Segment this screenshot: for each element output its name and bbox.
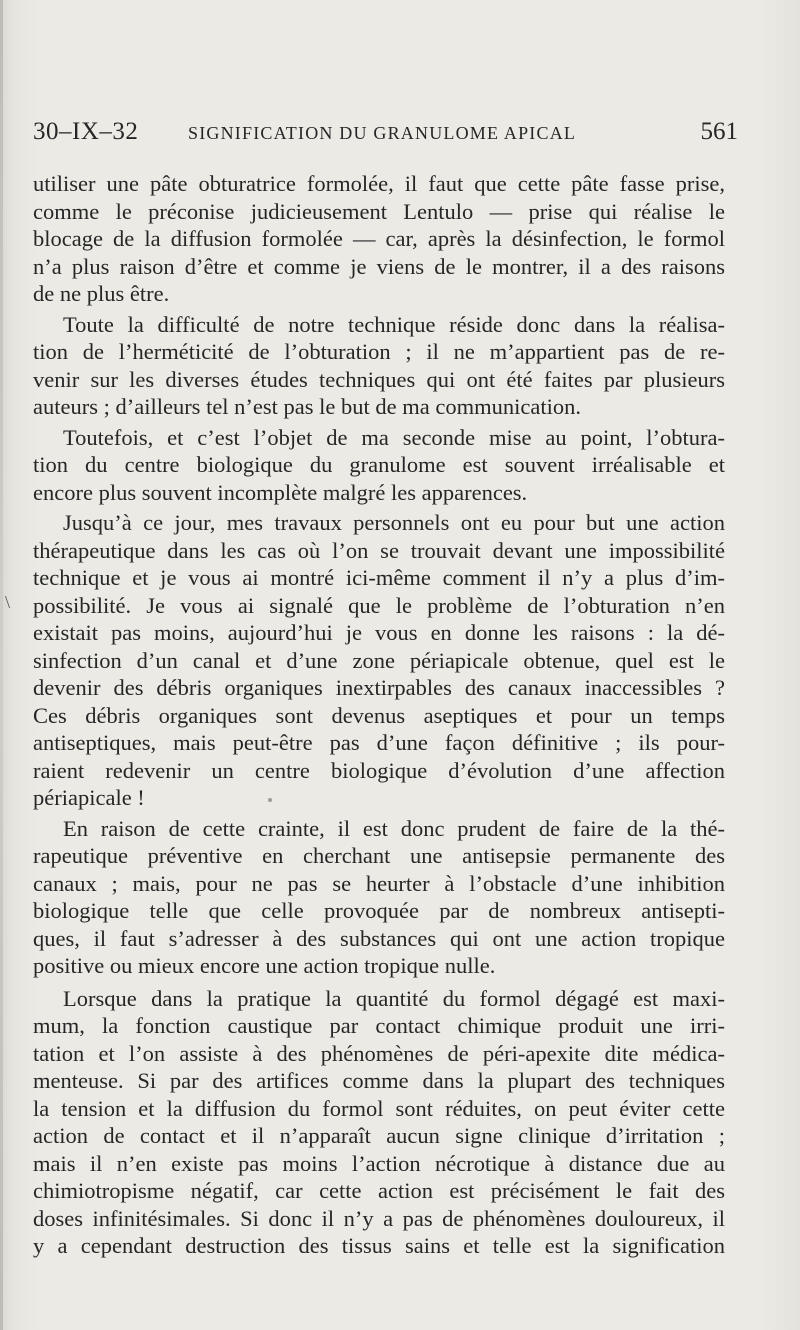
margin-pencil-mark: \	[5, 592, 11, 612]
text-line: tation et l’on assiste à des phénomènes de péri-apexite dite médica-	[33, 1040, 725, 1066]
text-line: y a cependant destruction des tissus sains et telle est la signification	[33, 1233, 725, 1258]
text-line: comme le préconise judicieusement Lentulo — prise qui réalise le	[33, 198, 725, 224]
text-line: Toute la difficulté de notre technique réside donc dans la réalisa-	[63, 311, 725, 337]
text-line: périapicale !	[33, 785, 145, 810]
text-line: Toutefois, et c’est l’objet de ma seconde mise au point, l’obtura-	[63, 424, 725, 450]
paragraph	[33, 985, 725, 1260]
running-title: SIGNIFICATION DU GRANULOME APICAL	[188, 123, 577, 143]
paragraph	[33, 311, 725, 421]
text-line: doses infinitésimales. Si donc il n’y a pas de phénomènes douloureux, il	[33, 1205, 725, 1231]
text-line: tion de l’herméticité de l’obturation ; il ne m’appartient pas de re-	[33, 339, 725, 364]
text-line: sinfection d’un canal et d’une zone périapicale obtenue, quel est le	[33, 647, 725, 673]
text-line: devenir des débris organiques inextirpables des canaux inaccessibles ?	[33, 675, 725, 700]
text-line: possibilité. Je vous ai signalé que le problème de l’obturation n’en	[33, 592, 725, 618]
text-line: mais il n’en existe pas moins l’action nécrotique à distance due au	[33, 1150, 725, 1176]
text-line: blocage de la diffusion formolée — car, après la désinfection, le formol	[33, 226, 725, 251]
text-line: de ne plus être.	[33, 281, 170, 306]
text-line: mum, la fonction caustique par contact chimique produit une irri-	[33, 1013, 725, 1038]
text-line: auteurs ; d’ailleurs tel n’est pas le but de ma communication.	[33, 394, 581, 419]
paragraph	[33, 509, 725, 812]
paragraph	[33, 170, 725, 308]
text-line: menteuse. Si par des artifices comme dans la plupart des techniques	[33, 1068, 725, 1093]
paragraph	[33, 815, 725, 980]
paragraph-container	[33, 170, 725, 1260]
page-number: 561	[700, 118, 738, 145]
binding-edge	[0, 0, 3, 1330]
text-line: biologique telle que celle provoquée par de nombreux antisepti-	[33, 898, 725, 923]
text-line: rapeutique préventive en cherchant une antisepsie permanente des	[33, 843, 725, 868]
text-line: Jusqu’à ce jour, mes travaux personnels ont eu pour but une action	[63, 510, 725, 535]
page-header	[33, 118, 738, 154]
text-line: tion du centre biologique du granulome est souvent irréalisable et	[33, 452, 725, 477]
paragraph	[33, 424, 725, 507]
text-line: Lorsque dans la pratique la quantité du formol dégagé est maxi-	[63, 985, 725, 1011]
text-line: positive ou mieux encore une action tropique nulle.	[33, 953, 496, 978]
text-line: existait pas moins, aujourd’hui je vous en donne les raisons : la dé-	[33, 620, 725, 645]
text-line: la tension et la diffusion du formol sont réduites, on peut éviter cette	[33, 1095, 725, 1121]
text-line: n’a plus raison d’être et comme je viens de le montrer, il a des raisons	[33, 253, 725, 279]
text-line: raient redevenir un centre biologique d’évolution d’une affection	[33, 757, 725, 783]
text-line: encore plus souvent incomplète malgré les apparences.	[33, 479, 528, 505]
text-line: technique et je vous ai montré ici-même comment il n’y a plus d’im-	[33, 565, 725, 590]
text-line: En raison de cette crainte, il est donc prudent de faire de la thé-	[63, 815, 725, 841]
body-text	[33, 170, 725, 1260]
text-line: utiliser une pâte obturatrice formolée, il faut que cette pâte fasse prise,	[33, 171, 725, 196]
text-line: canaux ; mais, pour ne pas se heurter à l’obstacle d’une inhibition	[33, 870, 725, 896]
date-folio: 30–IX–32	[33, 118, 139, 145]
text-line: thérapeutique dans les cas où l’on se trouvait devant une impossibilité	[33, 537, 725, 563]
text-line: antiseptiques, mais peut-être pas d’une façon définitive ; ils pour-	[33, 730, 725, 755]
text-line: chimiotropisme négatif, car cette action est précisément le fait des	[33, 1178, 725, 1203]
text-line: action de contact et il n’apparaît aucun signe clinique d’irritation ;	[33, 1123, 725, 1148]
text-line: venir sur les diverses études techniques qui ont été faites par plusieurs	[33, 366, 725, 392]
text-line: Ces débris organiques sont devenus aseptiques et pour un temps	[33, 702, 725, 728]
text-line: ques, il faut s’adresser à des substances qui ont une action tropique	[33, 925, 725, 951]
